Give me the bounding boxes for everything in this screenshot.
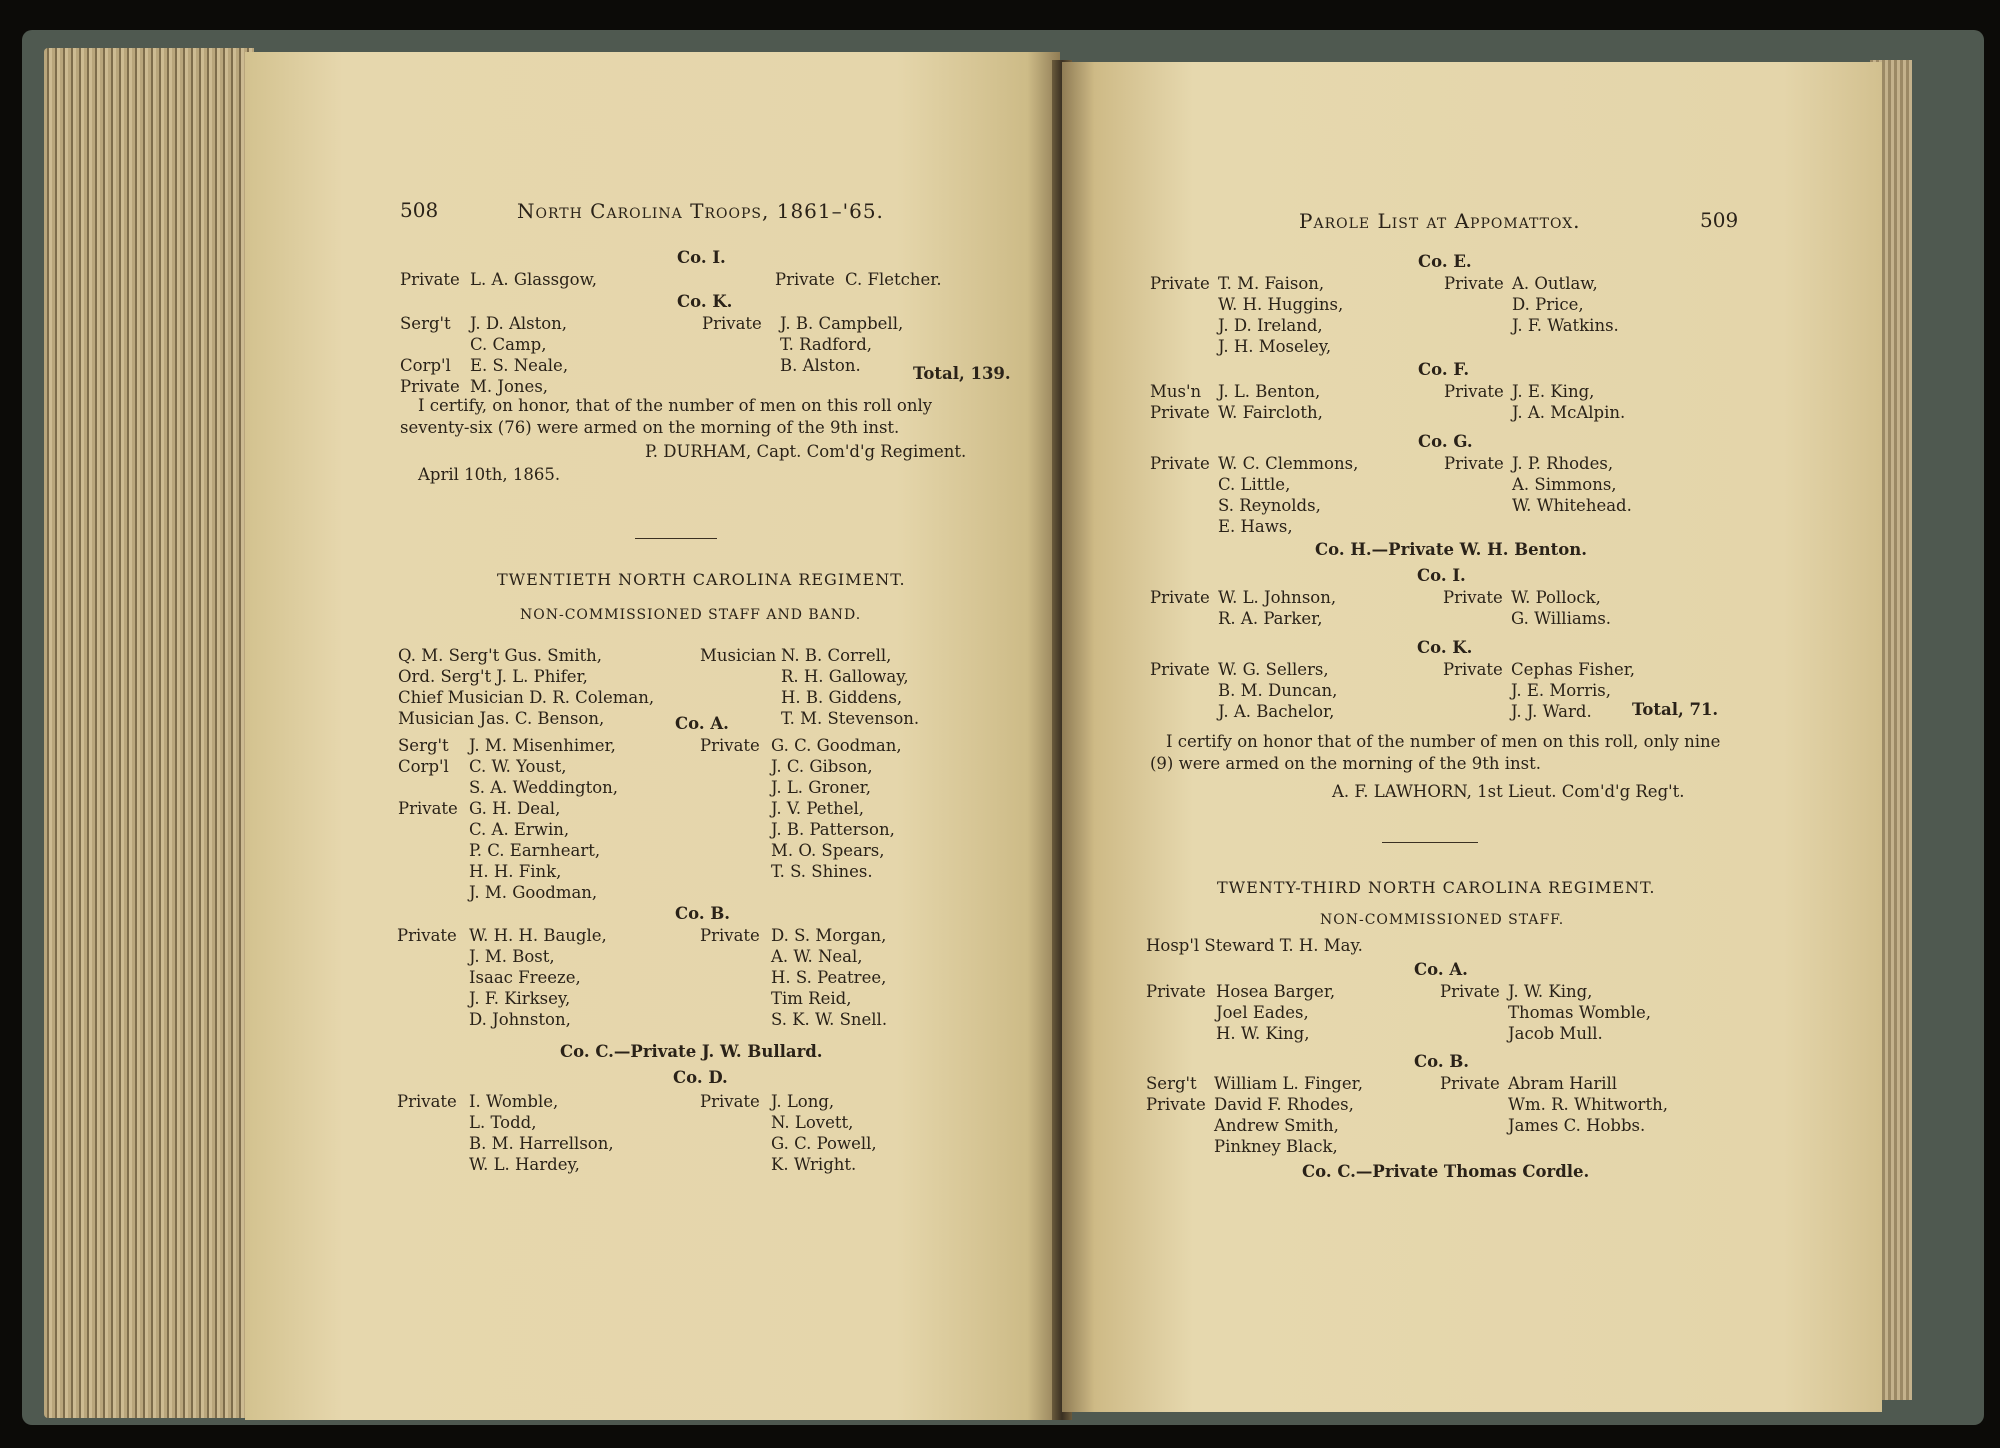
company-heading: Co. I. (677, 248, 726, 267)
roster-name: D. Price, (1512, 295, 1584, 314)
company-heading: Co. D. (673, 1068, 728, 1087)
signature: P. DURHAM, Capt. Com'd'g Regiment. (645, 442, 967, 461)
date: April 10th, 1865. (418, 465, 561, 484)
roster-name: K. Wright. (771, 1155, 857, 1174)
roster-name: G. C. Powell, (771, 1134, 877, 1153)
staff-entry: H. B. Giddens, (781, 688, 903, 707)
roster-name: C. A. Erwin, (469, 820, 570, 839)
roster-name: J. A. Bachelor, (1218, 702, 1335, 721)
roster-rank: Private (1440, 1074, 1500, 1093)
roster-name: S. A. Weddington, (469, 778, 619, 797)
roster-rank: Private (1440, 982, 1500, 1001)
roster-rank: Private (702, 314, 762, 333)
staff-entry: N. B. Correll, (781, 646, 892, 665)
roster-name: J. L. Benton, (1218, 382, 1321, 401)
roster-name: M. Jones, (470, 377, 549, 396)
roster-name: W. L. Johnson, (1218, 588, 1337, 607)
roster-rank: Serg't (398, 736, 449, 755)
roster-name: P. C. Earnheart, (469, 841, 601, 860)
roster-rank: Private (400, 377, 460, 396)
roster-name: T. S. Shines. (771, 862, 873, 881)
roster-rank: Serg't (1146, 1074, 1197, 1093)
roster-rank: Private (1444, 454, 1504, 473)
roster-name: J. E. Morris, (1511, 681, 1611, 700)
roster-name: J. C. Gibson, (771, 757, 873, 776)
roster-name: C. Fletcher. (845, 270, 942, 289)
roster-rank: Private (398, 799, 458, 818)
roster-name: J. V. Pethel, (771, 799, 865, 818)
roster-rank: Private (1146, 1095, 1206, 1114)
page-edges-left (44, 48, 254, 1418)
roster-rank: Private (1444, 382, 1504, 401)
roster-name: W. L. Hardey, (469, 1155, 580, 1174)
roster-rank: Private (1150, 274, 1210, 293)
roster-rank: Private (1150, 588, 1210, 607)
roster-name: Tim Reid, (771, 989, 852, 1008)
roster-name: J. M. Goodman, (469, 883, 598, 902)
roster-name: James C. Hobbs. (1508, 1116, 1646, 1135)
roster-name: Andrew Smith, (1214, 1116, 1339, 1135)
roster-name: H. S. Peatree, (771, 968, 887, 987)
roster-name: B. Alston. (780, 356, 861, 375)
staff-entry: Musician Jas. C. Benson, (398, 709, 605, 728)
roster-name: J. B. Patterson, (771, 820, 895, 839)
roster-rank: Corp'l (398, 757, 449, 776)
section-rule (1382, 842, 1478, 843)
company-heading: Co. K. (1417, 638, 1473, 657)
regiment-title: TWENTIETH NORTH CAROLINA REGIMENT. (497, 570, 906, 589)
roster-name: J. F. Watkins. (1512, 316, 1619, 335)
company-heading: Co. K. (677, 292, 733, 311)
staff-rank: Musician (700, 646, 777, 665)
section-rule (635, 538, 717, 539)
roster-name: Joel Eades, (1216, 1003, 1309, 1022)
roster-name: J. E. King, (1512, 382, 1595, 401)
roster-name: W. C. Clemmons, (1218, 454, 1359, 473)
roster-name: Pinkney Black, (1214, 1137, 1338, 1156)
total-count: Total, 139. (913, 364, 1011, 383)
company-heading: Co. G. (1418, 432, 1473, 451)
roster-name: E. S. Neale, (470, 356, 569, 375)
roster-rank: Private (400, 270, 460, 289)
roster-name: C. W. Youst, (469, 757, 567, 776)
company-heading: Co. F. (1418, 360, 1470, 379)
roster-name: T. M. Faison, (1218, 274, 1325, 293)
running-head: North Carolina Troops, 1861–'65. (517, 199, 884, 223)
staff-entry: T. M. Stevenson. (781, 709, 920, 728)
company-single-line: Co. H.—Private W. H. Benton. (1315, 540, 1588, 559)
roster-name: B. M. Harrellson, (469, 1134, 614, 1153)
roster-rank: Corp'l (400, 356, 451, 375)
roster-name: L. Todd, (469, 1113, 537, 1132)
roster-name: W. Pollock, (1511, 588, 1601, 607)
roster-name: J. D. Alston, (470, 314, 568, 333)
roster-rank: Mus'n (1150, 382, 1202, 401)
roster-rank: Serg't (400, 314, 451, 333)
roster-name: S. K. W. Snell. (771, 1010, 888, 1029)
roster-name: E. Haws, (1218, 517, 1293, 536)
roster-name: N. Lovett, (771, 1113, 854, 1132)
roster-rank: Private (1443, 588, 1503, 607)
staff-entry: R. H. Galloway, (781, 667, 909, 686)
roster-rank: Private (700, 736, 760, 755)
roster-name: A. W. Neal, (771, 947, 863, 966)
roster-name: Jacob Mull. (1508, 1024, 1603, 1043)
regiment-subtitle: NON-COMMISSIONED STAFF AND BAND. (520, 607, 862, 623)
roster-name: Thomas Womble, (1508, 1003, 1652, 1022)
roster-name: I. Womble, (469, 1092, 559, 1111)
roster-name: T. Radford, (780, 335, 873, 354)
roster-rank: Private (1150, 454, 1210, 473)
company-heading: Co. A. (1414, 960, 1468, 979)
regiment-subtitle: NON-COMMISSIONED STAFF. (1320, 912, 1565, 928)
roster-name: H. H. Fink, (469, 862, 562, 881)
left-page (245, 52, 1060, 1420)
certification-line: I certify on honor that of the number of men on this roll, only nine (1166, 732, 1721, 751)
staff-entry: Hosp'l Steward T. H. May. (1146, 936, 1363, 955)
roster-name: David F. Rhodes, (1214, 1095, 1354, 1114)
signature: A. F. LAWHORN, 1st Lieut. Com'd'g Reg't. (1332, 782, 1685, 801)
certification-line: (9) were armed on the morning of the 9th inst. (1150, 754, 1542, 773)
certification-line: I certify, on honor, that of the number of men on this roll only (418, 396, 933, 415)
roster-name: S. Reynolds, (1218, 496, 1321, 515)
roster-name: A. Outlaw, (1512, 274, 1598, 293)
company-heading: Co. B. (1414, 1052, 1470, 1071)
roster-name: J. Long, (771, 1092, 835, 1111)
company-heading: Co. E. (1418, 252, 1472, 271)
roster-name: J. M. Bost, (469, 947, 555, 966)
roster-rank: Private (1443, 660, 1503, 679)
roster-name: Wm. R. Whitworth, (1508, 1095, 1668, 1114)
roster-name: B. M. Duncan, (1218, 681, 1338, 700)
page-number: 509 (1700, 208, 1739, 232)
roster-name: J. H. Moseley, (1218, 337, 1332, 356)
roster-rank: Private (1150, 403, 1210, 422)
roster-name: D. S. Morgan, (771, 926, 887, 945)
regiment-title: TWENTY-THIRD NORTH CAROLINA REGIMENT. (1217, 878, 1656, 897)
roster-name: W. Whitehead. (1512, 496, 1632, 515)
roster-name: C. Camp, (470, 335, 547, 354)
right-page (1062, 62, 1882, 1412)
roster-name: D. Johnston, (469, 1010, 571, 1029)
roster-name: Cephas Fisher, (1511, 660, 1636, 679)
company-heading: Co. B. (675, 904, 731, 923)
roster-name: J. A. McAlpin. (1512, 403, 1626, 422)
roster-name: C. Little, (1218, 475, 1291, 494)
staff-entry: Ord. Serg't J. L. Phifer, (398, 667, 588, 686)
roster-name: J. F. Kirksey, (469, 989, 571, 1008)
roster-name: J. B. Campbell, (780, 314, 904, 333)
running-head: Parole List at Appomattox. (1299, 209, 1581, 233)
roster-name: J. W. King, (1508, 982, 1593, 1001)
roster-name: L. A. Glassgow, (470, 270, 597, 289)
roster-rank: Private (700, 1092, 760, 1111)
roster-rank: Private (1150, 660, 1210, 679)
staff-entry: Chief Musician D. R. Coleman, (398, 688, 655, 707)
company-single-line: Co. C.—Private Thomas Cordle. (1302, 1162, 1590, 1181)
total-count: Total, 71. (1632, 700, 1719, 719)
roster-name: W. H. H. Baugle, (469, 926, 607, 945)
staff-entry: Q. M. Serg't Gus. Smith, (398, 646, 603, 665)
roster-name: Abram Harill (1508, 1074, 1618, 1093)
roster-name: H. W. King, (1216, 1024, 1310, 1043)
roster-name: M. O. Spears, (771, 841, 885, 860)
roster-rank: Private (1146, 982, 1206, 1001)
company-heading: Co. I. (1417, 566, 1466, 585)
roster-rank: Private (1444, 274, 1504, 293)
roster-name: J. M. Misenhimer, (469, 736, 616, 755)
roster-name: W. Faircloth, (1218, 403, 1323, 422)
company-heading: Co. A. (675, 714, 729, 733)
roster-name: G. Williams. (1511, 609, 1612, 628)
roster-name: W. H. Huggins, (1218, 295, 1344, 314)
roster-rank: Private (397, 926, 457, 945)
roster-name: G. C. Goodman, (771, 736, 902, 755)
roster-rank: Private (775, 270, 835, 289)
roster-name: J. P. Rhodes, (1512, 454, 1614, 473)
roster-name: R. A. Parker, (1218, 609, 1323, 628)
roster-name: William L. Finger, (1214, 1074, 1363, 1093)
roster-name: Isaac Freeze, (469, 968, 581, 987)
roster-name: J. D. Ireland, (1218, 316, 1323, 335)
roster-name: J. L. Groner, (771, 778, 871, 797)
roster-rank: Private (700, 926, 760, 945)
roster-name: Hosea Barger, (1216, 982, 1336, 1001)
roster-name: J. J. Ward. (1511, 702, 1592, 721)
company-single-line: Co. C.—Private J. W. Bullard. (560, 1042, 823, 1061)
roster-name: A. Simmons, (1512, 475, 1617, 494)
page-number: 508 (400, 198, 439, 222)
certification-line: seventy-six (76) were armed on the morning of the 9th inst. (400, 418, 900, 437)
roster-rank: Private (397, 1092, 457, 1111)
roster-name: G. H. Deal, (469, 799, 561, 818)
roster-name: W. G. Sellers, (1218, 660, 1329, 679)
